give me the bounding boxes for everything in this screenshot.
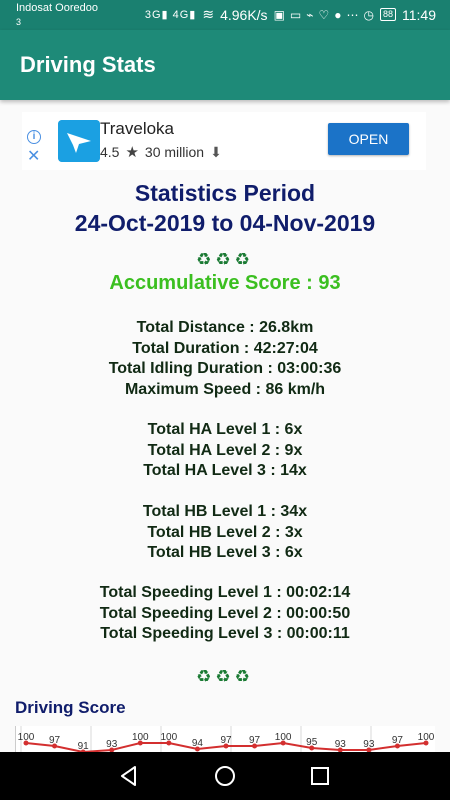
- ha-level-2: Total HA Level 2 : 9x: [147, 441, 303, 459]
- notif-app-icon: ▣: [273, 7, 285, 22]
- recents-icon[interactable]: [308, 764, 332, 788]
- ad-close-icon[interactable]: ✕: [27, 148, 41, 165]
- ad-open-button[interactable]: OPEN: [328, 123, 409, 155]
- total-distance: Total Distance : 26.8km: [136, 319, 314, 336]
- recycle-icon-bottom: ♻♻♻: [196, 667, 254, 686]
- period-title: Statistics Period: [134, 180, 316, 206]
- signal-icon: 3G▮ 4G▮: [144, 9, 197, 21]
- clock: 11:49: [402, 6, 436, 23]
- score-data-label: 95: [306, 737, 318, 748]
- score-data-label: 100: [274, 732, 292, 743]
- accumulative-score: Accumulative Score : 93: [109, 272, 341, 294]
- total-idling: Total Idling Duration : 03:00:36: [108, 360, 342, 377]
- score-data-label: 100: [131, 732, 149, 743]
- back-icon[interactable]: [117, 764, 141, 788]
- period-range: 24-Oct-2019 to 04-Nov-2019: [74, 210, 376, 236]
- hb-level-3: Total HB Level 3 : 6x: [147, 544, 303, 561]
- network-speed: 4.96K/s: [220, 6, 268, 23]
- alarm-icon: ◷: [363, 7, 374, 22]
- total-duration: Total Duration : 42:27:04: [132, 339, 318, 357]
- score-data-label: 97: [49, 735, 61, 746]
- recycle-icon: ♻♻♻: [196, 250, 254, 269]
- wifi-icon: ≋: [202, 6, 215, 22]
- hb-level-2: Total HB Level 2 : 3x: [147, 523, 303, 541]
- carrier-sub: 3: [16, 17, 22, 27]
- score-chart-svg: [16, 726, 435, 752]
- ad-rating-value: 4.5: [100, 144, 120, 160]
- speeding-group: [0, 583, 450, 645]
- score-data-label: 97: [249, 735, 261, 746]
- score-data-label: 93: [363, 739, 375, 750]
- nav-bar: [0, 752, 450, 800]
- driving-score-title: Driving Score: [15, 698, 126, 717]
- ad-rating-row: [100, 143, 222, 161]
- more-icon: ⋯: [346, 7, 359, 22]
- max-speed: Maximum Speed : 86 km/h: [124, 380, 326, 398]
- status-right: [145, 6, 436, 23]
- ha-level-1: Total HA Level 1 : 6x: [147, 421, 303, 438]
- driving-score-chart[interactable]: [15, 726, 435, 752]
- home-icon[interactable]: [213, 764, 237, 788]
- distance-group: [0, 318, 450, 400]
- score-data-label: 97: [391, 735, 403, 746]
- ad-info-icon[interactable]: i: [27, 130, 41, 144]
- speeding-level-1: Total Speeding Level 1 : 00:02:14: [99, 584, 351, 601]
- score-data-label: 100: [417, 732, 435, 743]
- status-bar: [0, 0, 450, 30]
- hb-group: [0, 502, 450, 564]
- notification-icons: [274, 8, 374, 22]
- ad-downloads: 30 million: [144, 144, 205, 160]
- ha-level-3: Total HA Level 3 : 14x: [143, 462, 307, 479]
- laptop-icon: ▭: [289, 7, 302, 22]
- star-icon: ★: [125, 144, 139, 161]
- score-data-label: 93: [334, 739, 346, 750]
- chat-icon: ●: [334, 7, 342, 22]
- ad-app-name: Traveloka: [100, 119, 175, 138]
- heart-icon: ♡: [318, 7, 330, 22]
- traveloka-logo-icon: [58, 120, 100, 162]
- carrier-name: Indosat Ooredoo: [16, 2, 98, 14]
- ad-banner[interactable]: [22, 112, 426, 170]
- battery-icon: 88: [380, 8, 396, 21]
- score-data-label: 97: [220, 735, 232, 746]
- download-icon: ⬇: [210, 143, 222, 160]
- app-title: Driving Stats: [20, 52, 156, 77]
- app-bar: [0, 30, 450, 100]
- usb-icon: ⌁: [306, 7, 314, 22]
- speeding-level-3: Total Speeding Level 3 : 00:00:11: [100, 625, 350, 642]
- score-data-label: 100: [17, 732, 35, 743]
- speeding-level-2: Total Speeding Level 2 : 00:00:50: [99, 604, 351, 622]
- ha-group: [0, 420, 450, 482]
- score-data-label: 93: [106, 739, 118, 750]
- score-data-label: 100: [160, 732, 178, 743]
- hb-level-1: Total HB Level 1 : 34x: [142, 503, 308, 520]
- score-data-label: 91: [77, 741, 89, 752]
- score-data-label: 94: [191, 738, 203, 749]
